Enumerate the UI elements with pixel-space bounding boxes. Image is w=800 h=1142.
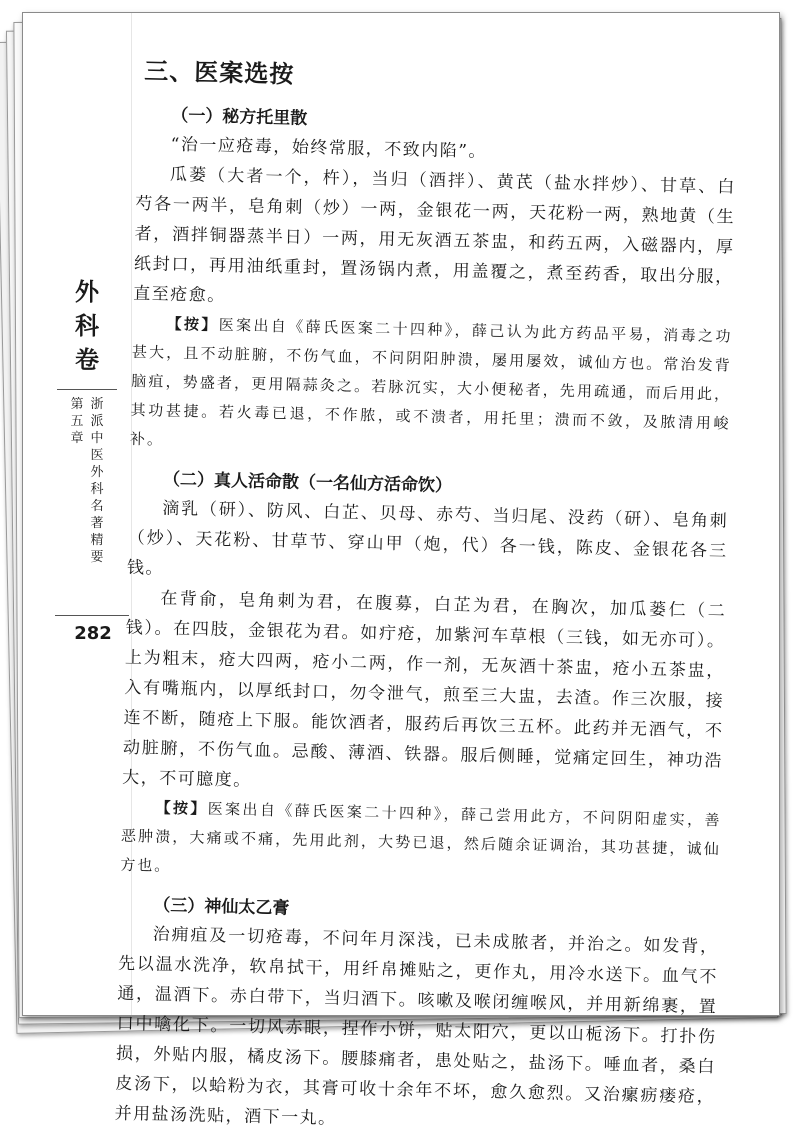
entry-paragraph: 瓜蒌（大者一个，杵），当归（酒拌）、黄芪（盐水拌炒）、甘草、白芍各一两半，皂角刺（炒）一两，金银花一两，天花粉一两，熟地黄（生者，酒拌铜器蒸半日）一两，用无灰酒五茶盅，和药五两，入磁器内，厚纸封口，再用油纸重封，置汤锅内煮，用盖覆之，煮至药香，取出分服，直至疮愈。	[133, 164, 737, 307]
book-page	[22, 12, 780, 1129]
note-text: 医案出自《薛氏医案二十四种》，薛己尝用此方，不问阴阳虚实，善恶肿溃，大痛或不痛，先用此剂，大势已退，然后随余证调治，其功甚捷，诚仙方也。	[120, 799, 722, 875]
sidebar-divider	[57, 389, 117, 390]
entry-paragraph: 治痈疽及一切疮毒，不问年月深浅，已未成脓者，并治之。如发背，先以温水洗净，软帛拭干，用纤帛摊贴之，更作丸，用冷水送下。血气不通，温酒下。赤白带下，当归酒下。咳嗽及喉闭缠喉风，并用新绵裹，置口中噙化下。一切风赤眼，捏作小饼，贴太阳穴，更以山栀汤下。打扑伤损，外贴内服，橘皮汤下。腰膝痛者，患处贴之，盐汤下。唾血者，桑白皮汤下，以蛤粉为衣，其膏可收十余年不坏，愈久愈烈。又治瘰疬瘘疮，并用盐汤洗贴，酒下一丸。	[114, 924, 719, 1129]
note-text: 医案出自《薛氏医案二十四种》，薛己认为此方药品平易，消毒之功甚大，且不动脏腑，不伤气血，不问阴阳肿溃，屡用屡效，诚仙方也。常治发背脑疽，势盛者，更用隔蒜灸之。若脉沉实，大小便秘者，先用疏通，而后用此，其功甚捷。若火毒已退，不作脓，或不溃者，用托里；溃而不敛，及脓清用峻补。	[129, 315, 733, 449]
note-tag: 【按】	[155, 798, 208, 818]
entry-paragraph: 滴乳（研）、防风、白芷、贝母、赤芍、当归尾、没药（研）、皂角刺（炒）、天花粉、甘草节、穿山甲（炮，代）各一钱，陈皮、金银花各三钱。	[126, 498, 729, 579]
sidebar	[47, 275, 127, 566]
chapter-label: 第五章	[70, 397, 84, 446]
entry-heading: （二）真人活命散（一名仙方活命饮）	[162, 469, 453, 497]
page-number-rule	[55, 615, 129, 616]
note-tag: 【按】	[166, 314, 219, 334]
entry-1	[130, 100, 738, 468]
volume-title: 外科卷	[75, 278, 99, 374]
entry-paragraph: “治一应疮毒，始终常服，不致内陷”。	[170, 134, 488, 162]
entry-heading: （三）神仙太乙膏	[153, 895, 290, 919]
section-title: 三、医案选按	[144, 57, 295, 89]
page-number: 282	[74, 623, 112, 644]
entry-note	[130, 309, 733, 468]
entry-heading: （一）秘方托里散	[171, 105, 308, 129]
entry-3	[114, 890, 719, 1142]
main-content	[114, 41, 739, 1142]
book-title: 浙派中医外科名著精要	[90, 397, 104, 565]
chapter-info	[47, 396, 127, 566]
entry-2	[120, 464, 729, 894]
entry-note	[120, 793, 722, 894]
entry-paragraph: 在背俞，皂角刺为君，在腹募，白芷为君，在胸次，加瓜蒌仁（二钱）。在四肢，金银花为君。如疔疮，加紫河车草根（三钱，如无亦可）。上为粗末，疮大四两，疮小二两，作一剂，无灰酒十茶盅，疮小五茶盅，入有嘴瓶内，以厚纸封口，勿令泄气，煎至三大盅，去渣。作三次服，接连不断，随疮上下服。能饮酒者，服药后再饮三五杯。此药并无酒气，不动脏腑，不伤气血。忌酸、薄酒、铁器。服后侧睡，觉痛定回生，神功浩大，不可臆度。	[122, 588, 727, 791]
